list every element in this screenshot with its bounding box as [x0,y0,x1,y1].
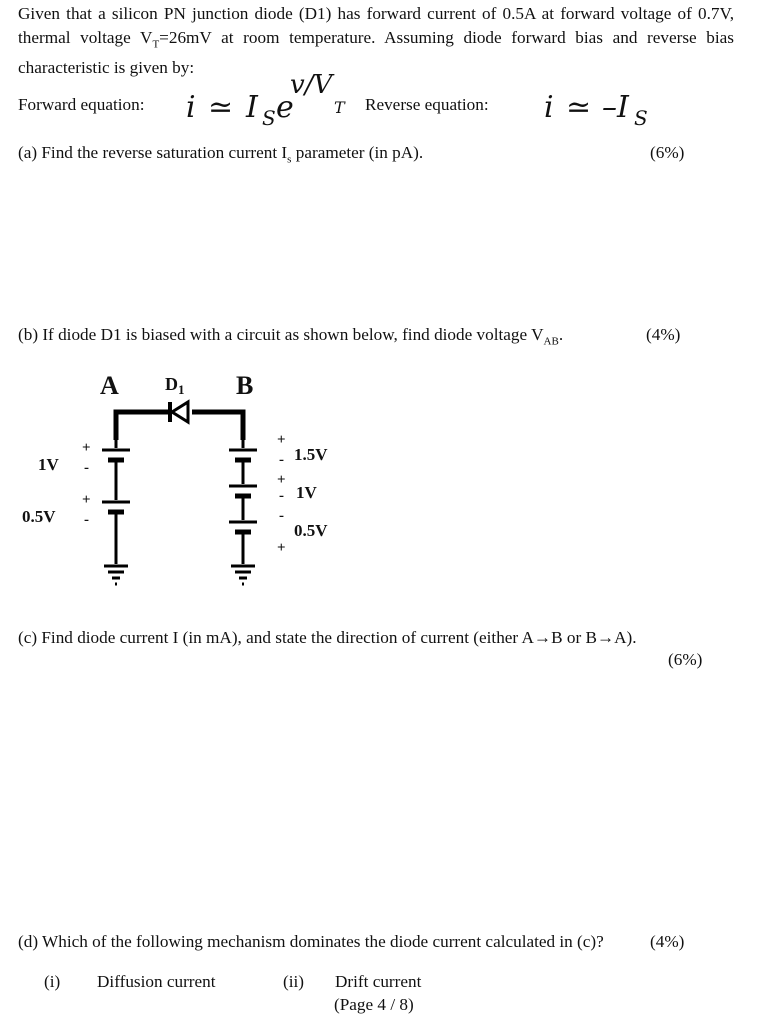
wire-a [116,412,168,440]
question-d-marks: (4%) [650,932,685,951]
right-source-15v-label: 1.5V [294,445,328,464]
diode-d1-symbol [170,402,188,422]
right-05v-plus: + [277,540,286,556]
left-05v-minus: - [84,512,89,528]
question-a: (a) Find the reverse saturation current $I_s$ parameter (in pA). [18,143,424,166]
forward-equation: i ≃ I S e v/V T [186,70,345,130]
forward-equation-label: Forward equation: [18,95,145,114]
question-b: (b) If diode D1 is biased with a circuit as shown below, find diode voltage $V_{AB}$. [18,325,564,348]
right-battery-stack [229,440,257,584]
reverse-equation-label: Reverse equation: [365,95,489,114]
option-i-text: Diffusion current [97,972,216,991]
question-c-marks: (6%) [668,650,703,669]
left-1v-minus: - [84,460,89,476]
left-source-1v-label: 1V [38,455,59,474]
question-d: (d) Which of the following mechanism dominates the diode current calculated in (c)? [18,932,604,951]
intro-line-2: thermal voltage $V_T=26mV$ at room temperature. Assuming diode forward bias and reverse bias [18,28,734,51]
right-15v-minus: - [279,452,284,468]
node-a-label: A [100,371,119,400]
option-ii-number: (ii) [283,972,304,991]
right-source-05v-label: 0.5V [294,521,328,540]
wire-b [192,412,243,440]
right-1v-plus: + [277,472,286,488]
left-1v-plus: + [82,440,91,456]
left-source-05v-label: 0.5V [22,507,56,526]
diode-d1-label: $D_1$ [165,374,185,397]
question-a-marks: (6%) [650,143,685,162]
left-battery-stack [102,440,130,584]
intro-line-3: characteristic is given by: [18,58,195,78]
question-b-marks: (4%) [646,325,681,344]
option-ii-text: Drift current [335,972,422,991]
reverse-equation: i ≃ –I S [544,90,648,130]
right-05v-minus: - [279,508,284,524]
right-1v-minus: - [279,488,284,504]
node-b-label: B [236,371,254,400]
right-15v-plus: + [277,432,286,448]
intro-line-1: Given that a silicon PN junction diode (D1) has forward current of 0.5A at forward voltage of 0.7V, [18,4,734,23]
page-number: (Page 4 / 8) [334,995,414,1014]
circuit-diagram [0,360,400,600]
right-source-1v-label: 1V [296,483,317,502]
intro-paragraph [18,2,734,80]
question-c: (c) Find diode current I (in mA), and state the direction of current (either A→B or B→A). [18,628,637,647]
left-05v-plus: + [82,492,91,508]
option-i-number: (i) [44,972,61,991]
